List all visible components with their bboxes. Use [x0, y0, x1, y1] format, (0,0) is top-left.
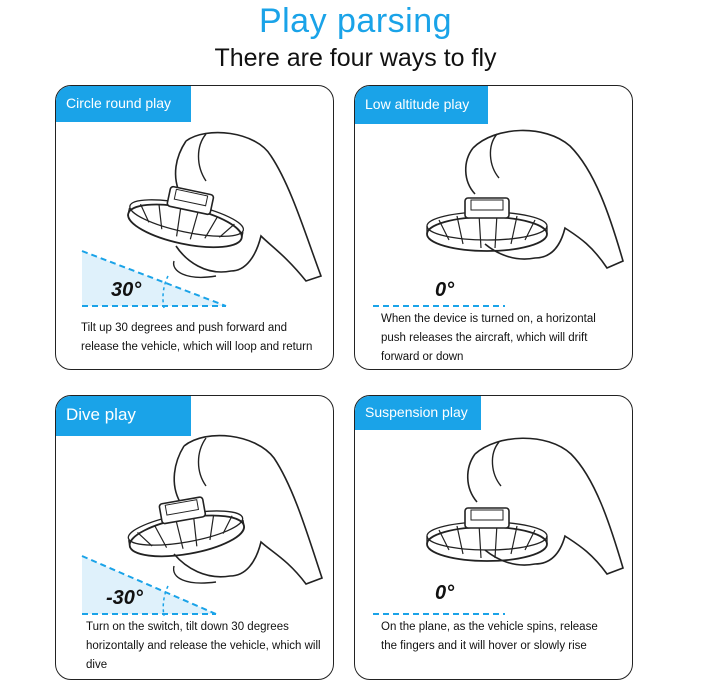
panel-label: Dive play [55, 395, 191, 436]
panel-description: Tilt up 30 degrees and push forward and release the vehicle, which will loop and return [81, 322, 313, 353]
panel-suspension-play [354, 395, 633, 680]
panel-dive-play [55, 395, 334, 680]
panel-description: On the plane, as the vehicle spins, release the fingers and it will hover or slowly rise [381, 621, 598, 652]
panel-label: Low altitude play [354, 85, 488, 124]
angle-value: 0° [435, 279, 455, 301]
panel-description: Turn on the switch, tilt down 30 degrees horizontally and release the vehicle, which will dive [86, 621, 321, 671]
angle-value: -30° [106, 587, 143, 609]
page-title: Play parsing [258, 2, 453, 40]
page-subtitle: There are four ways to fly [214, 44, 497, 72]
panel-description: When the device is turned on, a horizontal push releases the aircraft, which will drift forward or down [381, 313, 596, 363]
panel-low-altitude-play [354, 85, 633, 370]
panel-label: Circle round play [55, 85, 191, 122]
panel-label: Suspension play [354, 395, 481, 430]
angle-value: 30° [111, 279, 142, 301]
panel-circle-round-play [55, 85, 334, 370]
angle-value: 0° [435, 582, 455, 604]
